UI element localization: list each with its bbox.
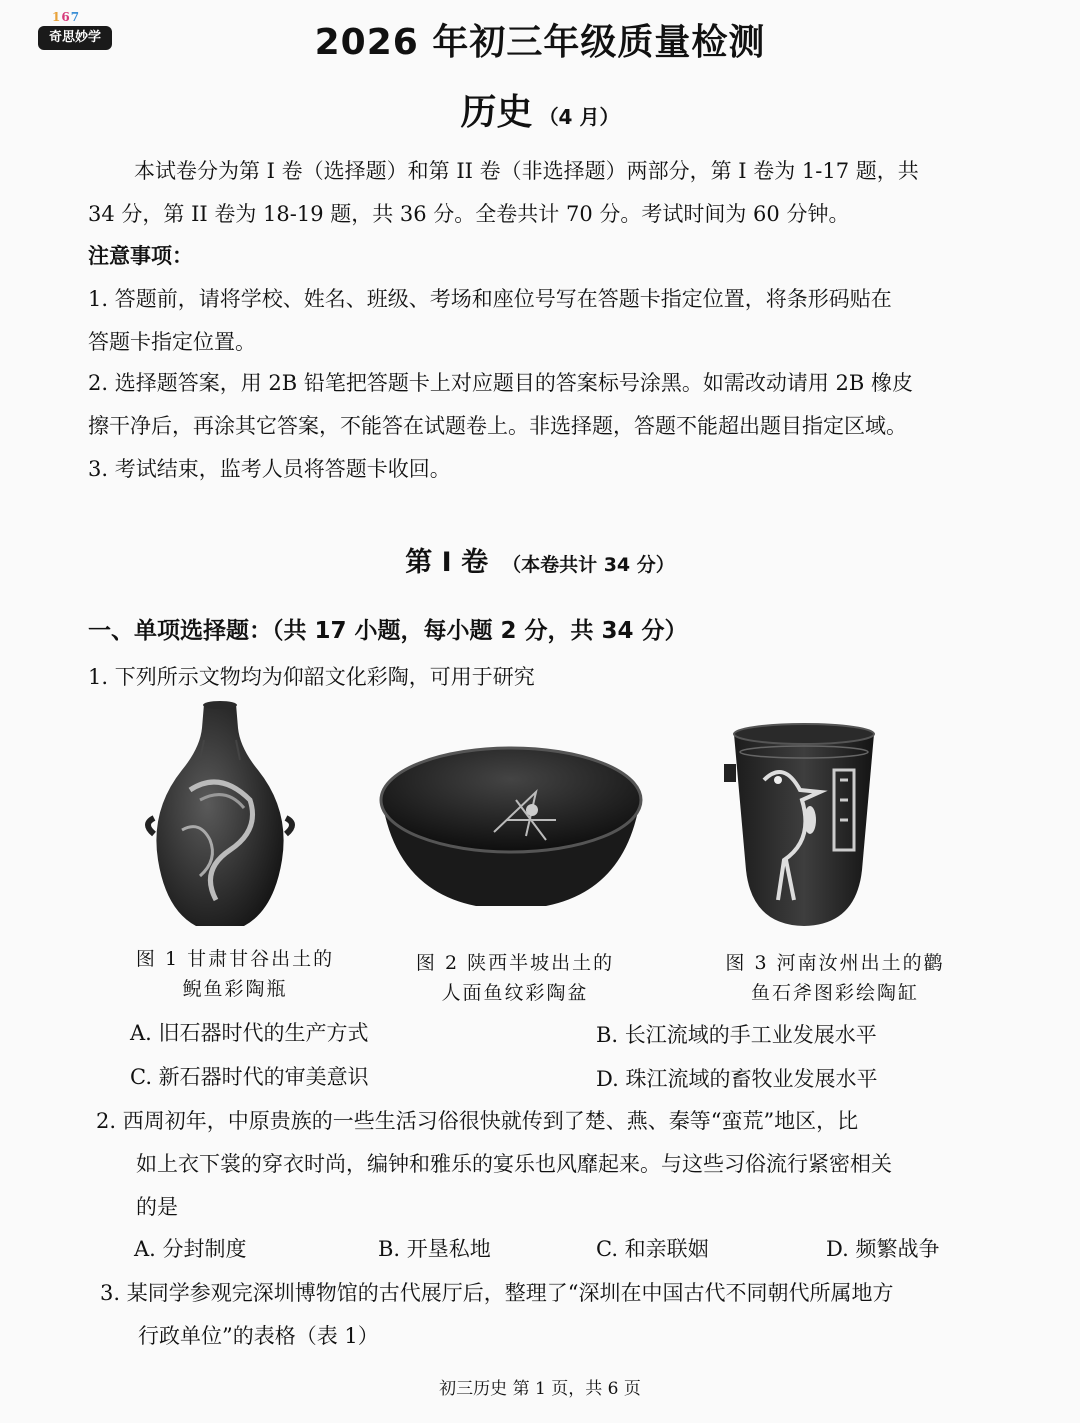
notes-heading: 注意事项：	[88, 244, 193, 268]
question-1-stem: 1. 下列所示文物均为仰韶文化彩陶，可用于研究	[88, 665, 535, 689]
figure-3-caption: 图 3 河南汝州出土的鹳 鱼石斧图彩绘陶缸	[725, 952, 945, 1004]
section-title: 第 I 卷 （本卷共计 34 分）	[405, 547, 675, 578]
q1-option-b: B. 长江流域的手工业发展水平	[596, 1023, 877, 1047]
figure-2-caption: 图 2 陕西半坡出土的 人面鱼纹彩陶盆	[415, 952, 615, 1004]
q2-option-a: A. 分封制度	[134, 1237, 247, 1261]
q2-option-b: B. 开垦私地	[378, 1237, 491, 1261]
section-subtitle: （本卷共计 34 分）	[502, 554, 675, 576]
logo-text: 奇思妙学	[38, 26, 112, 50]
note-3: 3. 考试结束，监考人员将答题卡收回。	[88, 457, 451, 481]
note-1: 1. 答题前，请将学校、姓名、班级、考场和座位号写在答题卡指定位置，将条形码贴在 答题卡指定位置。	[88, 287, 892, 354]
question-3-stem: 3. 某同学参观完深圳博物馆的古代展厅后，整理了“深圳在中国古代不同朝代所属地方 行政单位”的表格（表 1）	[100, 1281, 894, 1348]
intro-paragraph	[88, 150, 988, 236]
logo-dots: 167	[52, 10, 81, 24]
figure-1-bottle-image	[140, 700, 300, 930]
figure-1-caption: 图 1 甘肃甘谷出土的 鲵鱼彩陶瓶	[135, 948, 335, 1000]
note-2: 2. 选择题答案，用 2B 铅笔把答题卡上对应题目的答案标号涂黑。如需改动请用 2B 橡皮 擦干净后，再涂其它答案，不能答在试题卷上。非选择题，答题不能超出题目指定区域。	[88, 371, 913, 438]
q2-option-d: D. 频繁战争	[826, 1237, 940, 1261]
figure-2-basin-image	[376, 740, 646, 910]
q1-option-c: C. 新石器时代的审美意识	[130, 1065, 369, 1089]
intro-line-2: 34 分，第 II 卷为 18-19 题，共 36 分。全卷共计 70 分。考试时间为 60 分钟。	[88, 202, 850, 226]
question-2-stem: 2. 西周初年，中原贵族的一些生活习俗很快就传到了楚、燕、秦等“蛮荒”地区，比 如上衣下裳的穿衣时尚，编钟和雅乐的宴乐也风靡起来。与这些习俗流行紧密相关 的是	[96, 1109, 892, 1219]
part-heading: 一、单项选择题：（共 17 小题，每小题 2 分，共 34 分）	[88, 618, 688, 644]
q1-option-a: A. 旧石器时代的生产方式	[130, 1021, 369, 1045]
subject-name: 历史	[460, 92, 533, 133]
figure-3-jar-image	[724, 720, 884, 930]
q2-option-c: C. 和亲联姻	[596, 1237, 709, 1261]
intro-line-1: 本试卷分为第 I 卷（选择题）和第 II 卷（非选择题）两部分，第 I 卷为 1-17 题，共	[134, 159, 919, 183]
exam-title: 2026 年初三年级质量检测	[314, 22, 766, 63]
page-footer: 初三历史 第 1 页，共 6 页	[439, 1379, 641, 1399]
exam-subject	[0, 84, 1080, 135]
exam-month: （4 月）	[538, 105, 620, 129]
q1-option-d: D. 珠江流域的畜牧业发展水平	[596, 1067, 878, 1091]
